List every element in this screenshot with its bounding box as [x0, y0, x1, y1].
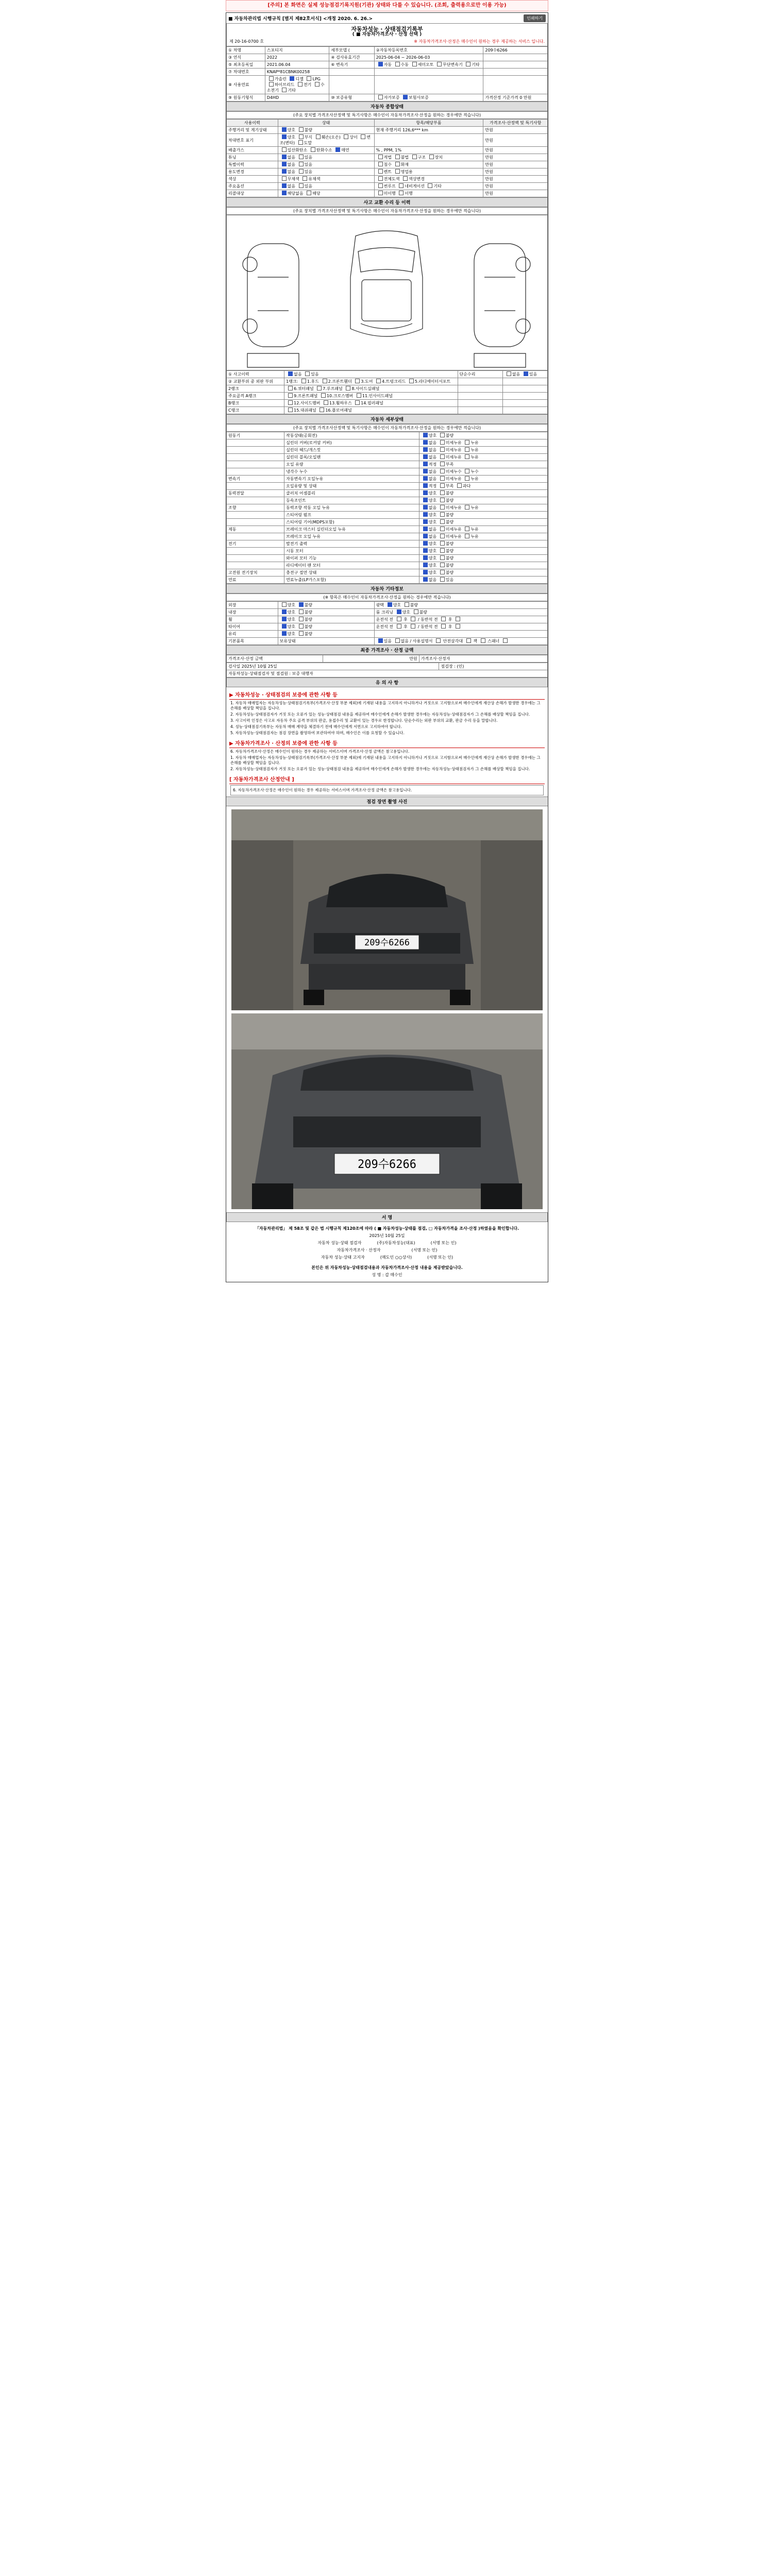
- sign-buyer: 성 명 : 갑 매수인: [372, 1273, 402, 1277]
- table-row: [227, 400, 548, 407]
- table-row: [227, 461, 548, 468]
- table-cell: 만원: [483, 154, 548, 161]
- table-cell: [329, 69, 374, 76]
- table-cell: 내장: [227, 609, 278, 616]
- table-cell: 209수6266: [483, 47, 548, 54]
- table-cell: 양호 불량: [419, 512, 547, 519]
- plate-text-2: 209수6266: [358, 1158, 416, 1171]
- table-cell: ⑨ 원동기형식: [227, 94, 265, 101]
- table-cell: 등속조인트: [284, 497, 419, 504]
- inspection-place: 자동차성능·상태점검자 및 점검원 : 보증 대행자: [227, 670, 548, 677]
- table-cell: 만원: [483, 161, 548, 168]
- section-detail-note: (주요 장치별 가격조사산정액 및 특기사항은 매수인이 자동차가격조사·산정을 원하는 경우에만 적습니다): [226, 424, 548, 432]
- table-row: [227, 476, 548, 483]
- table-cell: 전체도색 색상변경: [374, 176, 483, 183]
- table-row: [227, 134, 548, 147]
- table-cell: 양호 불량: [419, 519, 547, 526]
- table-cell: 없음 있음: [284, 371, 458, 378]
- table-cell: [458, 393, 502, 400]
- table-cell: 양호 부식 훼손(오손) 상이 변조(변타) 도말: [278, 134, 374, 147]
- table-cell: 없음 있음: [419, 577, 547, 584]
- photo-front-closeup: [231, 1013, 543, 1209]
- table-cell: 오일 유량: [284, 461, 419, 468]
- sign-name: (매도인 ○○상사): [380, 1255, 412, 1260]
- table-cell: 양호 불량: [278, 623, 374, 631]
- table-cell: 썬루프 네비게이션 기타: [374, 183, 483, 190]
- table-cell: 침수 화재: [374, 161, 483, 168]
- table-row: [227, 540, 548, 548]
- table-cell: 1랭크: 1.후드 2.프론트휀더 3.도어 4.트렁크리드 5.라디에이터서포트: [284, 378, 458, 385]
- vehicle-diagram: [226, 215, 548, 370]
- table-cell: D4HD: [265, 94, 329, 101]
- table-cell: 주요골격 A랭크: [227, 393, 284, 400]
- table-cell: 조향: [227, 504, 284, 512]
- table-cell: ②자동차등록번호: [374, 47, 483, 54]
- table-row: [227, 168, 548, 176]
- table-row: [227, 577, 548, 584]
- table-cell: 양호 불량: [278, 127, 374, 134]
- table-cell: [329, 76, 374, 94]
- table-cell: 클러치 어셈블리: [284, 490, 419, 497]
- table-cell: 세부모델 (: [329, 47, 374, 54]
- sign-row: [226, 1247, 548, 1254]
- table-cell: 리콜대상: [227, 190, 278, 197]
- section-general-note: (주요 장치별 가격조사산정액 및 특기사항은 매수인이 자동차가격조사·산정을 원하는 경우에만 적습니다): [226, 111, 548, 119]
- notice-item: 2. 자동차성능·상태점검자가 거짓 또는 오류가 있는 성능·상태점검 내용을 제공하여 매수인에게 손해가 발생한 경우에는 자동차성능·상태점검자가 그 손해를 배상할 책임을 집니다.: [230, 712, 530, 717]
- table-cell: 만원: [483, 183, 548, 190]
- table-row: [227, 393, 548, 400]
- table-row: [227, 616, 548, 623]
- table-cell: 양호 불량: [419, 548, 547, 555]
- table-cell: [458, 400, 502, 407]
- section-other-info: 자동차 기타정보: [226, 584, 548, 594]
- notice-heading-price: ▶ 자동차가격조사 · 산정의 보증에 관한 사항 등: [229, 739, 545, 748]
- table-row: [227, 602, 548, 609]
- sign-row: [226, 1254, 548, 1261]
- sign-row: [226, 1240, 548, 1247]
- table-cell: 변속기: [227, 476, 284, 483]
- table-cell: 단순수리: [458, 371, 502, 378]
- car-front-closeup-photo: [231, 1013, 543, 1209]
- table-cell: 없음 있음: [278, 161, 374, 168]
- table-cell: ⑧ 사용연료: [227, 76, 265, 94]
- table-cell: 미이행 이행: [374, 190, 483, 197]
- table-cell: [502, 378, 547, 385]
- sign-role: 자동차 성능·상태 고지자: [321, 1255, 365, 1260]
- table-row: [227, 631, 548, 638]
- price-unit: 만원: [323, 655, 419, 663]
- table-cell: [227, 454, 284, 461]
- table-cell: 양호 불량: [419, 569, 547, 577]
- table-cell: ③ 연식: [227, 54, 265, 61]
- table-cell: 없음 있음: [278, 168, 374, 176]
- table-cell: 동력전달: [227, 490, 284, 497]
- table-cell: 항목/해당부품: [374, 120, 483, 127]
- table-cell: 없음 미세누수 누수: [419, 468, 547, 476]
- table-row: [227, 439, 548, 447]
- table-cell: [458, 378, 502, 385]
- table-cell: [227, 447, 284, 454]
- table-cell: 자동 수동 세미오토 무단변속기 기타: [374, 61, 483, 69]
- table-cell: [227, 468, 284, 476]
- table-row: [227, 447, 548, 454]
- table-cell: 외장: [227, 602, 278, 609]
- table-row: [227, 154, 548, 161]
- table-cell: 없음 미세누유 누유: [419, 454, 547, 461]
- table-cell: 가격산정 기준가격 0 만원: [483, 94, 548, 101]
- doc-number: 제 20-16-0700 호: [229, 39, 264, 44]
- table-cell: 양호 불량: [278, 602, 374, 609]
- section-detail-status: 자동차 세부상태: [226, 414, 548, 424]
- table-row: [227, 76, 548, 94]
- table-cell: KNAP*81CBNK00258: [265, 69, 329, 76]
- table-cell: 만원: [483, 134, 548, 147]
- table-cell: [502, 385, 547, 393]
- notice-item: 1. 자동차 매매업자는 자동차성능·상태점검기록부(가격조사·산정 부분 제외)에 기재된 내용을 고지하지 아니하거나 거짓으로 고지함으로써 매수인에게 재산상 손해가 발생한 경우에는 그 손해를 배상할 책임을 집니다.: [230, 755, 541, 765]
- table-cell: 시동 모터: [284, 548, 419, 555]
- basic-info-table: [226, 46, 548, 101]
- doc-subtitle: ( ■ 자동차가격조사 · 산정 선택 ): [352, 32, 422, 37]
- notice-heading-guide: [ 자동차가격조사 산정안내 ]: [229, 775, 545, 784]
- table-row: [227, 454, 548, 461]
- table-cell: [374, 76, 483, 94]
- inspection-checker: 점검장 : (인): [439, 663, 548, 670]
- table-row: [227, 609, 548, 616]
- table-cell: 실린더 커버(로커암 커버): [284, 439, 419, 447]
- inspection-record-document: [226, 12, 548, 1282]
- table-cell: [502, 400, 547, 407]
- table-cell: 현재 주행거리 126,6*** km: [374, 127, 483, 134]
- table-cell: 오일유량 및 상태: [284, 483, 419, 490]
- table-cell: 없음 있음: [278, 183, 374, 190]
- table-cell: 실린더 블록/오일팬: [284, 454, 419, 461]
- table-row: [227, 533, 548, 540]
- table-cell: 양호 불량: [278, 631, 374, 638]
- print-button[interactable]: 인쇄하기: [524, 14, 546, 22]
- table-cell: 특별이력: [227, 161, 278, 168]
- table-cell: [458, 385, 502, 393]
- notice-item: 6. 자동차가격조사·산정은 매수인이 원하는 경우 제공하는 서비스이며 가격조사·산정 금액은 참고용입니다.: [230, 785, 544, 795]
- table-cell: 동력조향 작동 오일 누유: [284, 504, 419, 512]
- table-row: [227, 468, 548, 476]
- table-cell: 타이어: [227, 623, 278, 631]
- table-cell: 보유상태: [278, 638, 374, 645]
- table-cell: [227, 461, 284, 468]
- sign-name: (주)자동차성능(대표): [377, 1241, 415, 1245]
- table-row: [227, 183, 548, 190]
- warning-banner: [주의] 본 화면은 실제 성능점검기록지원(기관) 상태와 다를 수 있습니다. (조회, 출력용으로만 이용 가능): [226, 0, 548, 11]
- table-cell: 스티어링 기어(MDPS포함): [284, 519, 419, 526]
- table-cell: ① 차명: [227, 47, 265, 54]
- table-cell: 만원: [483, 190, 548, 197]
- table-cell: 가솔린 디젤 LPG 하이브리드 전기 수소전기 기타: [265, 76, 329, 94]
- table-cell: [227, 519, 284, 526]
- table-row: [227, 54, 548, 61]
- table-cell: 색상: [227, 176, 278, 183]
- table-cell: 만원: [483, 176, 548, 183]
- table-cell: 원동기: [227, 432, 284, 439]
- section-notice: 유 의 사 항: [226, 677, 548, 687]
- table-cell: 만원: [483, 127, 548, 134]
- table-cell: 만원: [483, 168, 548, 176]
- table-cell: 12.사이드멤버 13.휠하우스 14.필러패널: [284, 400, 458, 407]
- car-front-photo: [231, 809, 543, 1010]
- table-cell: 양호 불량: [419, 555, 547, 562]
- table-cell: 브레이크 마스터 실린더오일 누유: [284, 526, 419, 533]
- table-row: [227, 371, 548, 378]
- table-row: [227, 147, 548, 154]
- table-cell: 연료누출(LP가스포함): [284, 577, 419, 584]
- table-cell: 주요옵션: [227, 183, 278, 190]
- table-row: [227, 562, 548, 569]
- photo-front-vehicle: [231, 809, 543, 1010]
- table-cell: 차대번호 표기: [227, 134, 278, 147]
- sign-date: 2025년 10월 25일: [369, 1233, 405, 1238]
- table-row: [227, 490, 548, 497]
- price-appraiser: 가격조사·산정자: [419, 655, 547, 663]
- table-cell: 없음 미세누유 누유: [419, 439, 547, 447]
- table-cell: 2025-06-04 ~ 2026-06-03: [374, 54, 483, 61]
- table-cell: 가격조사·산정액 및 특기사항: [483, 120, 548, 127]
- table-cell: 광택 양호 불량: [374, 602, 547, 609]
- table-cell: ⑩ 보증유형: [329, 94, 374, 101]
- section-general-status: 자동차 종합상태: [226, 101, 548, 111]
- table-cell: 없음 미세누유 누유: [419, 526, 547, 533]
- table-cell: ⑦ 차대번호: [227, 69, 265, 76]
- table-cell: [483, 76, 548, 94]
- table-cell: [502, 393, 547, 400]
- section-signature: 서 명: [226, 1212, 548, 1222]
- table-cell: 기본품목: [227, 638, 278, 645]
- table-cell: 렌트 영업용: [374, 168, 483, 176]
- table-cell: 양호 불량: [419, 490, 547, 497]
- table-cell: [227, 562, 284, 569]
- table-row: [227, 526, 548, 533]
- table-row: [227, 548, 548, 555]
- notice-block: [226, 690, 548, 795]
- table-row: [227, 176, 548, 183]
- table-cell: 와이퍼 모터 기능: [284, 555, 419, 562]
- table-cell: 운전석 전 후 / 동반석 전 후: [374, 616, 547, 623]
- table-cell: [374, 69, 483, 76]
- table-cell: 실린더 헤드/개스킷: [284, 447, 419, 454]
- table-cell: 2랭크: [227, 385, 284, 393]
- table-row: [227, 94, 548, 101]
- table-cell: B랭크: [227, 400, 284, 407]
- table-cell: 없음 미세누유 누유: [419, 447, 547, 454]
- table-cell: 주행거리 및 계기상태: [227, 127, 278, 134]
- table-cell: 냉각수 누수: [284, 468, 419, 476]
- table-row: [227, 569, 548, 577]
- table-cell: 스포티지: [265, 47, 329, 54]
- table-cell: [483, 61, 548, 69]
- table-row: [227, 504, 548, 512]
- signature-block: [226, 1222, 548, 1282]
- table-cell: ④ 검사유효기간: [329, 54, 374, 61]
- final-price-table: [226, 655, 548, 663]
- table-row: [227, 385, 548, 393]
- table-row: [227, 61, 548, 69]
- table-cell: 일산화탄소 탄화수소 매연: [278, 147, 374, 154]
- table-cell: 발전기 출력: [284, 540, 419, 548]
- table-cell: 전기: [227, 540, 284, 548]
- table-cell: 해당없음 해당: [278, 190, 374, 197]
- sign-mark: (서명 또는 인): [427, 1255, 453, 1260]
- table-row: [227, 161, 548, 168]
- table-cell: 2022: [265, 54, 329, 61]
- accident-repair-table: [226, 370, 548, 414]
- table-cell: 적법 불법 구조 장치: [374, 154, 483, 161]
- table-cell: [227, 548, 284, 555]
- table-row: [227, 407, 548, 414]
- sign-mark: (서명 또는 인): [430, 1241, 457, 1245]
- section-accident-history: 사고 교환 수리 등 이력: [226, 197, 548, 207]
- footer-info-table: [226, 663, 548, 677]
- notice-item: 2. 자동차성능·상태점검자가 거짓 또는 오류가 있는 성능·상태점검 내용을 제공하여 매수인에게 손해가 발생한 경우에는 자동차성능·상태점검자가 그 손해를 배상할 책임을 집니다.: [230, 767, 530, 771]
- table-cell: 상태: [278, 120, 374, 127]
- table-cell: 제동: [227, 526, 284, 533]
- table-cell: 자동변속기 오일누유: [284, 476, 419, 483]
- table-cell: 충전구 절연 상태: [284, 569, 419, 577]
- table-cell: 사용이력: [227, 120, 278, 127]
- notice-item: 3. 사고이력 인정은 사고로 자동차 주요 골격 부위의 판금, 용접수리 및 교환이 있는 경우로 한정합니다. 단순수리는 외판 부위의 교환, 판금 수리 등을 말합니다.: [230, 718, 498, 723]
- table-cell: [483, 69, 548, 76]
- doc-note: ※ 자동차가격조사·산정은 매수인이 원하는 경우 제공하는 서비스 입니다.: [414, 39, 545, 44]
- table-cell: 양호 불량: [419, 540, 547, 548]
- table-cell: [227, 439, 284, 447]
- sign-mark: (서명 또는 인): [411, 1248, 438, 1252]
- table-cell: % , PPM, 1%: [374, 147, 483, 154]
- table-row: [227, 519, 548, 526]
- table-row: [227, 127, 548, 134]
- table-cell: 라디에이터 팬 모터: [284, 562, 419, 569]
- table-cell: 적정 부족: [419, 461, 547, 468]
- notice-item: 4. 성능·상태점검기록부는 자동차 매매 계약을 체결하기 전에 매수인에게 서면으로 고지하여야 합니다.: [230, 724, 402, 729]
- table-cell: C랭크: [227, 407, 284, 414]
- sign-role: 자동차가격조사 · 산정자: [337, 1248, 381, 1252]
- table-cell: 만원: [483, 147, 548, 154]
- table-row: [227, 432, 548, 439]
- table-cell: [374, 631, 547, 638]
- table-cell: 양호 불량: [419, 497, 547, 504]
- table-cell: 없음 있음: [502, 371, 547, 378]
- table-row: [227, 497, 548, 504]
- table-cell: 양호 불량: [419, 432, 547, 439]
- table-cell: 양호 불량: [278, 609, 374, 616]
- notice-heading-inspection: ▶ 자동차성능 · 상태점검의 보증에 관한 사항 등: [229, 690, 545, 700]
- sign-statement: 「자동차관리법」 제 58조 및 같은 법 시행규칙 제120조에 따라 ( ■ 자동차성능·상태를 점검, □ 자동차가격을 조사·산정 )하였음을 확인합니다.: [255, 1226, 519, 1231]
- table-cell: [483, 54, 548, 61]
- table-cell: 운전석 전 후 / 동반석 전 후: [374, 623, 547, 631]
- table-cell: 6.쿼터패널 7.루프패널 8.사이드실패널: [284, 385, 458, 393]
- car-outline-diagram: [227, 215, 547, 370]
- price-label: 가격조사·산정 금액: [227, 655, 323, 663]
- table-row: [227, 69, 548, 76]
- other-info-table: [226, 601, 548, 645]
- table-cell: 용도변경: [227, 168, 278, 176]
- table-cell: 있음 없음 / 사용설명서 안전삼각대 잭 스패너: [374, 638, 547, 645]
- table-cell: 양호 불량: [419, 562, 547, 569]
- notice-item: 5. 자동차성능·상태점검자는 점검 장면을 촬영하여 보관하여야 하며, 매수인은 이를 요청할 수 있습니다.: [230, 731, 405, 735]
- section-final-price: 최종 가격조사 · 산정 금액: [226, 645, 548, 655]
- table-cell: 룸 크리닝 양호 불량: [374, 609, 547, 616]
- plate-text-1: 209수6266: [364, 938, 410, 948]
- table-cell: [374, 134, 483, 147]
- table-cell: [502, 407, 547, 414]
- table-cell: [227, 555, 284, 562]
- table-cell: [227, 497, 284, 504]
- table-cell: 휠: [227, 616, 278, 623]
- table-row: [227, 483, 548, 490]
- table-cell: 양호 불량: [278, 616, 374, 623]
- table-cell: ⑤ 최초등록일: [227, 61, 265, 69]
- table-row: [227, 623, 548, 631]
- table-cell: 유리: [227, 631, 278, 638]
- table-cell: 적정 부족 과다: [419, 483, 547, 490]
- table-cell: 브레이크 오일 누유: [284, 533, 419, 540]
- table-cell: 없음 미세누유 누유: [419, 476, 547, 483]
- notice-item: 6. 자동차가격조사·산정은 매수인이 원하는 경우 제공하는 서비스이며 가격조사·산정 금액은 참고용입니다.: [230, 749, 410, 754]
- section-other-note: (※ 항목은 매수인이 자동차가격조사·산정을 원하는 경우에만 적습니다): [226, 594, 548, 601]
- table-cell: 없음 있음: [278, 154, 374, 161]
- detail-status-table: [226, 432, 548, 584]
- table-cell: 없음 미세누유 누유: [419, 504, 547, 512]
- table-cell: 무채색 유채색: [278, 176, 374, 183]
- table-cell: 튜닝: [227, 154, 278, 161]
- section-accident-note: (주요 장치별 가격조사산정액 및 특기사항은 매수인이 자동차가격조사·산정을 원하는 경우에만 적습니다): [226, 207, 548, 215]
- table-cell: 15.대쉬패널 16.플로어패널: [284, 407, 458, 414]
- section-photos: 점검 장면 촬영 사진: [226, 796, 548, 806]
- table-row: [227, 47, 548, 54]
- table-row: [227, 120, 548, 127]
- table-cell: ① 사고이력: [227, 371, 284, 378]
- inspection-date: 검사일 2025년 10월 25일: [227, 663, 439, 670]
- general-status-table: [226, 119, 548, 197]
- form-header-title: ■ 자동차관리법 시행규칙 [별지 제82호서식] <개정 2020. 6. 26.>: [228, 16, 373, 22]
- sign-acknowledge: 본인은 위 자동차성능·상태점검내용과 자동차가격조사·산정 내용을 제공받았습니다.: [311, 1265, 463, 1270]
- table-row: [227, 512, 548, 519]
- table-cell: 배출가스: [227, 147, 278, 154]
- table-cell: [227, 533, 284, 540]
- table-row: [227, 555, 548, 562]
- table-cell: 자가보증 보험사보증: [374, 94, 483, 101]
- sign-role: 자동차 성능·상태 점검자: [317, 1241, 362, 1245]
- table-cell: 9.프론트패널 10.크로스멤버 11.인사이드패널: [284, 393, 458, 400]
- table-cell: 고전원 전기장치: [227, 569, 284, 577]
- table-cell: [227, 483, 284, 490]
- notice-item: 1. 자동차 매매업자는 자동차성능·상태점검기록부(가격조사·산정 부분 제외)에 기재된 내용을 고지하지 아니하거나 거짓으로 고지함으로써 매수인에게 재산상 손해가 발생한 경우에는 그 손해를 배상할 책임을 집니다.: [230, 701, 541, 710]
- table-cell: ⑥ 변속기: [329, 61, 374, 69]
- table-cell: [458, 407, 502, 414]
- table-row: [227, 190, 548, 197]
- doc-title: 자동차성능 · 상태점검기록부: [351, 26, 423, 32]
- table-cell: ② 교환부위 중 외판 부위: [227, 378, 284, 385]
- table-cell: 없음 미세누유 누유: [419, 533, 547, 540]
- table-cell: 작동상태(공회전): [284, 432, 419, 439]
- table-cell: 연료: [227, 577, 284, 584]
- table-cell: 스티어링 펌프: [284, 512, 419, 519]
- table-row: [227, 378, 548, 385]
- table-row: [227, 638, 548, 645]
- table-cell: 2021.06.04: [265, 61, 329, 69]
- table-cell: [227, 512, 284, 519]
